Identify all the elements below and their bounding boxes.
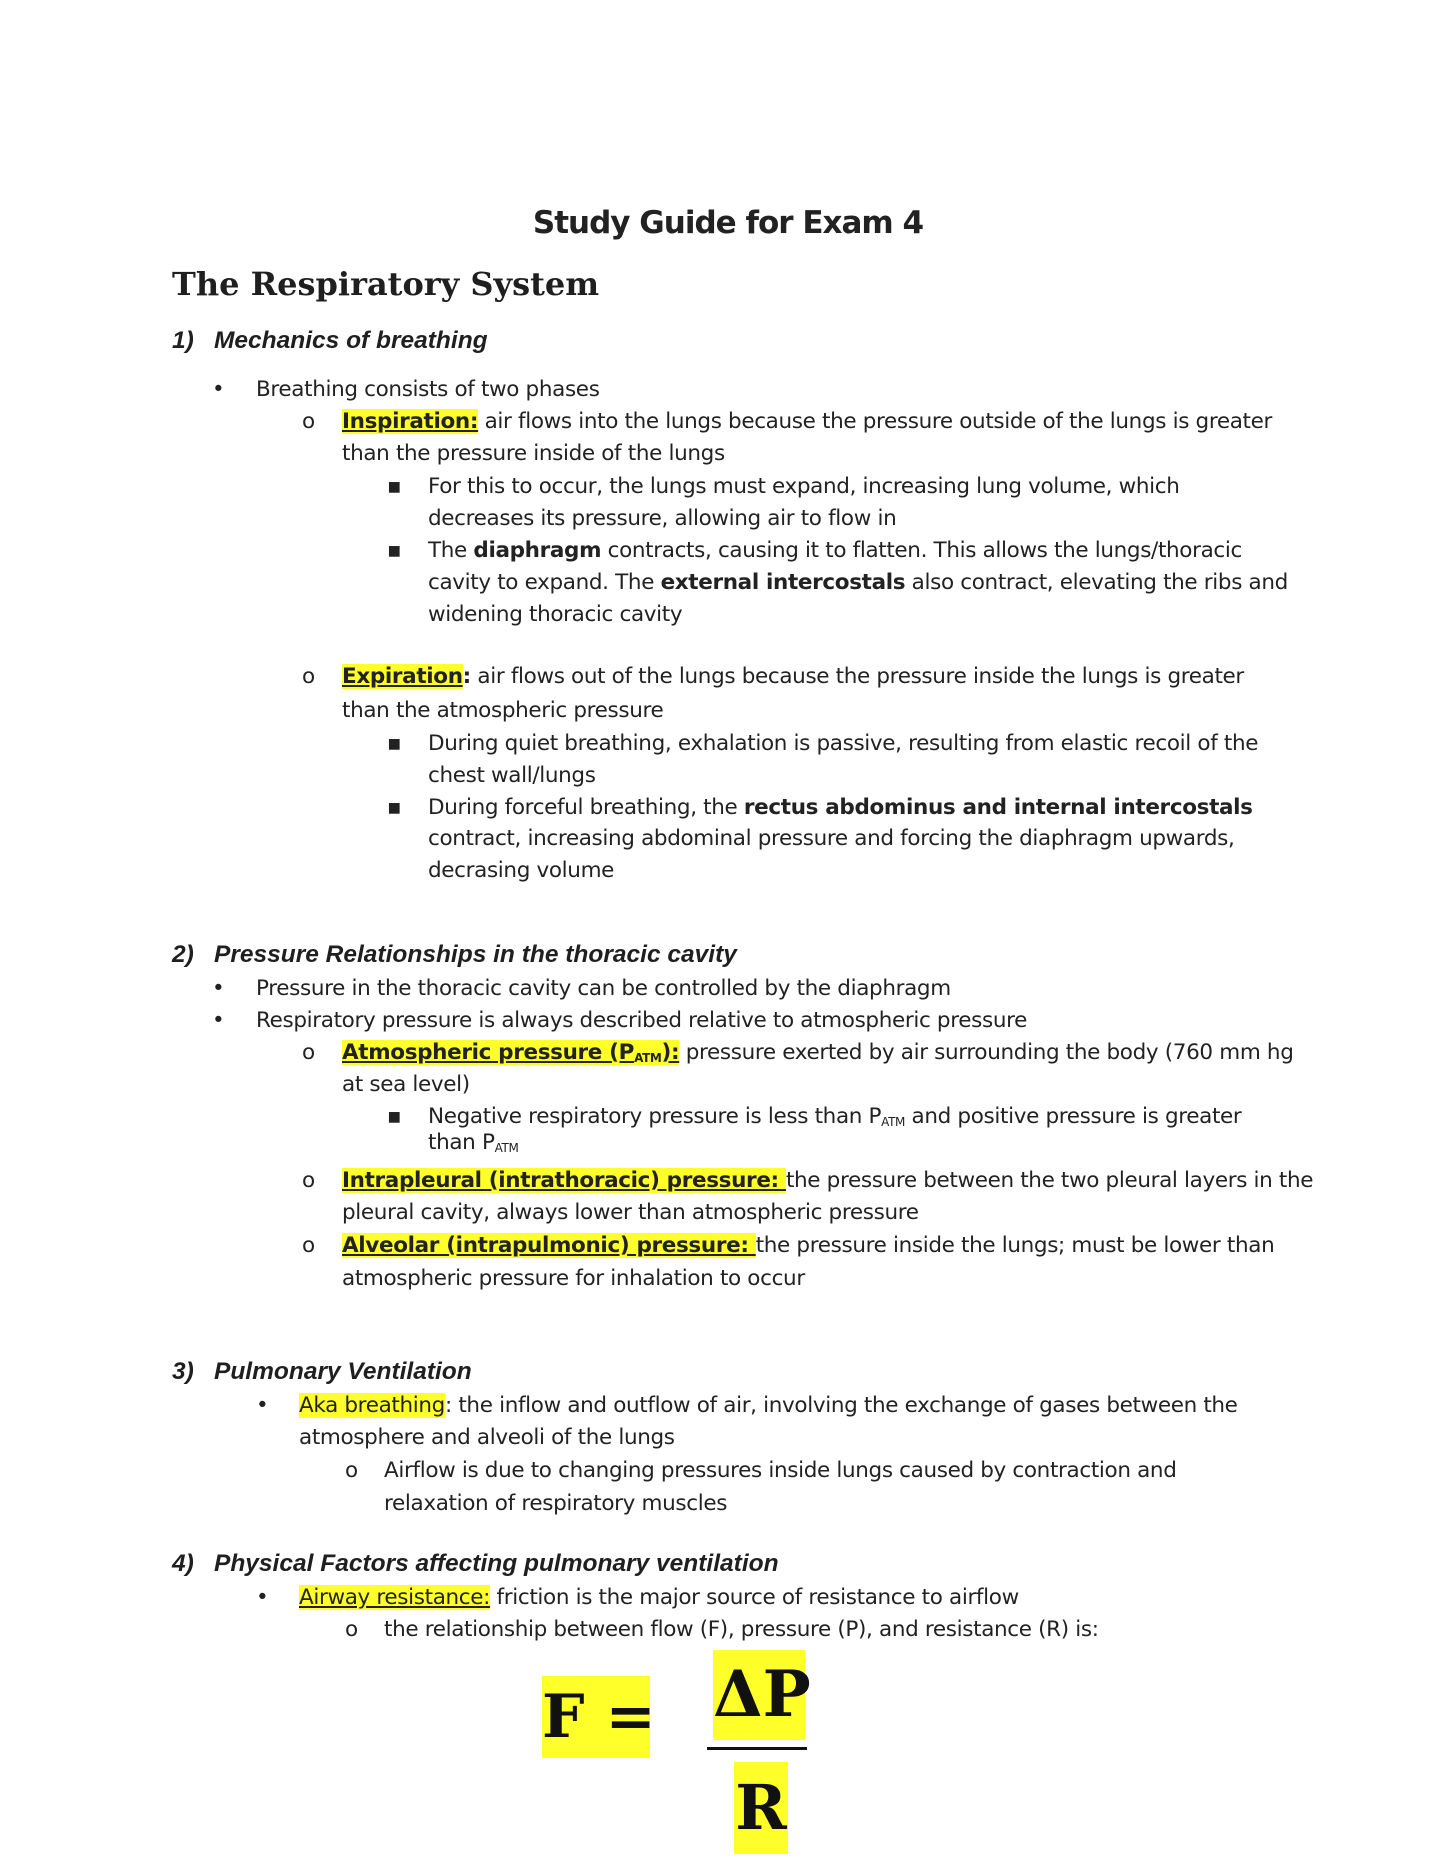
bullet-square: ▪ bbox=[387, 538, 402, 563]
document-title: Study Guide for Exam 4 bbox=[532, 205, 924, 241]
list-item-continuation: widening thoracic cavity bbox=[428, 602, 683, 627]
list-item: During forceful breathing, the rectus abdominus and internal intercostals bbox=[428, 795, 1253, 820]
section-4-title: 4) Physical Factors affecting pulmonary ventilation bbox=[172, 1550, 779, 1577]
bullet-dot: • bbox=[256, 1585, 269, 1610]
list-item-continuation: contract, increasing abdominal pressure and forcing the diaphragm upwards, bbox=[428, 826, 1235, 851]
list-item-continuation: at sea level) bbox=[342, 1072, 470, 1097]
list-item: Aka breathing: the inflow and outflow of air, involving the exchange of gases between the bbox=[299, 1393, 1238, 1418]
section-heading: The Respiratory System bbox=[172, 265, 600, 303]
list-item-continuation: than the pressure inside of the lungs bbox=[342, 441, 725, 466]
list-item-continuation: atmosphere and alveoli of the lungs bbox=[299, 1425, 675, 1450]
bullet-square: ▪ bbox=[387, 731, 402, 756]
list-item: Pressure in the thoracic cavity can be controlled by the diaphragm bbox=[256, 976, 951, 1001]
list-item: Respiratory pressure is always described relative to atmospheric pressure bbox=[256, 1008, 1028, 1033]
bullet-square: ▪ bbox=[387, 474, 402, 499]
list-item: Airflow is due to changing pressures inside lungs caused by contraction and bbox=[384, 1458, 1177, 1483]
bullet-circle: o bbox=[302, 1040, 315, 1065]
bullet-circle: o bbox=[302, 1168, 315, 1193]
list-item-continuation: pleural cavity, always lower than atmospheric pressure bbox=[342, 1200, 919, 1225]
bullet-square: ▪ bbox=[387, 795, 402, 820]
list-item: Atmospheric pressure $(P_{ATM})$: pressure exerted by air surrounding the body (760 mm hg bbox=[342, 1040, 1294, 1065]
list-item-continuation: cavity to expand. The external intercostals also contract, elevating the ribs and bbox=[428, 570, 1288, 595]
list-item: During quiet breathing, exhalation is passive, resulting from elastic recoil of the bbox=[428, 731, 1259, 756]
formula-fraction-bar bbox=[707, 1747, 807, 1750]
list-item-continuation: decreases its pressure, allowing air to flow in bbox=[428, 506, 897, 531]
bullet-dot: • bbox=[212, 1008, 225, 1033]
list-item: For this to occur, the lungs must expand, increasing lung volume, which bbox=[428, 474, 1180, 499]
bullet-circle: o bbox=[302, 409, 315, 434]
list-item: The diaphragm contracts, causing it to flatten. This allows the lungs/thoracic bbox=[428, 538, 1242, 563]
formula-lhs: F = bbox=[542, 1676, 650, 1758]
list-item: Intrapleural (intrathoracic) pressure: the pressure between the two pleural layers in the bbox=[342, 1168, 1314, 1193]
section-1-title: 1) Mechanics of breathing bbox=[172, 327, 488, 354]
list-item-continuation: than $P_{ATM}$ bbox=[428, 1130, 519, 1155]
bullet-circle: o bbox=[302, 664, 315, 689]
list-item: Alveolar (intrapulmonic) pressure: the pressure inside the lungs; must be lower than bbox=[342, 1233, 1275, 1258]
list-item-continuation: than the atmospheric pressure bbox=[342, 698, 664, 723]
bullet-dot: • bbox=[256, 1393, 269, 1418]
list-item: Negative respiratory pressure is less than $P_{ATM}$ and positive pressure is greater bbox=[428, 1104, 1242, 1129]
formula-denominator: R bbox=[734, 1762, 788, 1854]
list-item: Inspiration: air flows into the lungs because the pressure outside of the lungs is greater bbox=[342, 409, 1273, 434]
list-item: Airway resistance: friction is the major source of resistance to airflow bbox=[299, 1585, 1019, 1610]
list-item: the relationship between flow (F), pressure (P), and resistance (R) is: bbox=[384, 1617, 1099, 1642]
section-2-title: 2) Pressure Relationships in the thoracic cavity bbox=[172, 941, 737, 968]
formula-numerator: ΔP bbox=[713, 1650, 805, 1740]
bullet-circle: o bbox=[345, 1458, 358, 1483]
list-item-continuation: relaxation of respiratory muscles bbox=[384, 1491, 728, 1516]
bullet-dot: • bbox=[212, 976, 225, 1001]
list-item-continuation: chest wall/lungs bbox=[428, 763, 596, 788]
list-item-continuation: atmospheric pressure for inhalation to occur bbox=[342, 1266, 805, 1291]
section-3-title: 3) Pulmonary Ventilation bbox=[172, 1358, 472, 1385]
bullet-circle: o bbox=[302, 1233, 315, 1258]
list-item-continuation: decrasing volume bbox=[428, 858, 615, 883]
list-item: Breathing consists of two phases bbox=[256, 377, 600, 402]
bullet-square: ▪ bbox=[387, 1104, 402, 1129]
bullet-circle: o bbox=[345, 1617, 358, 1642]
list-item: Expiration: air flows out of the lungs because the pressure inside the lungs is greater bbox=[342, 664, 1244, 689]
bullet-dot: • bbox=[212, 377, 225, 402]
